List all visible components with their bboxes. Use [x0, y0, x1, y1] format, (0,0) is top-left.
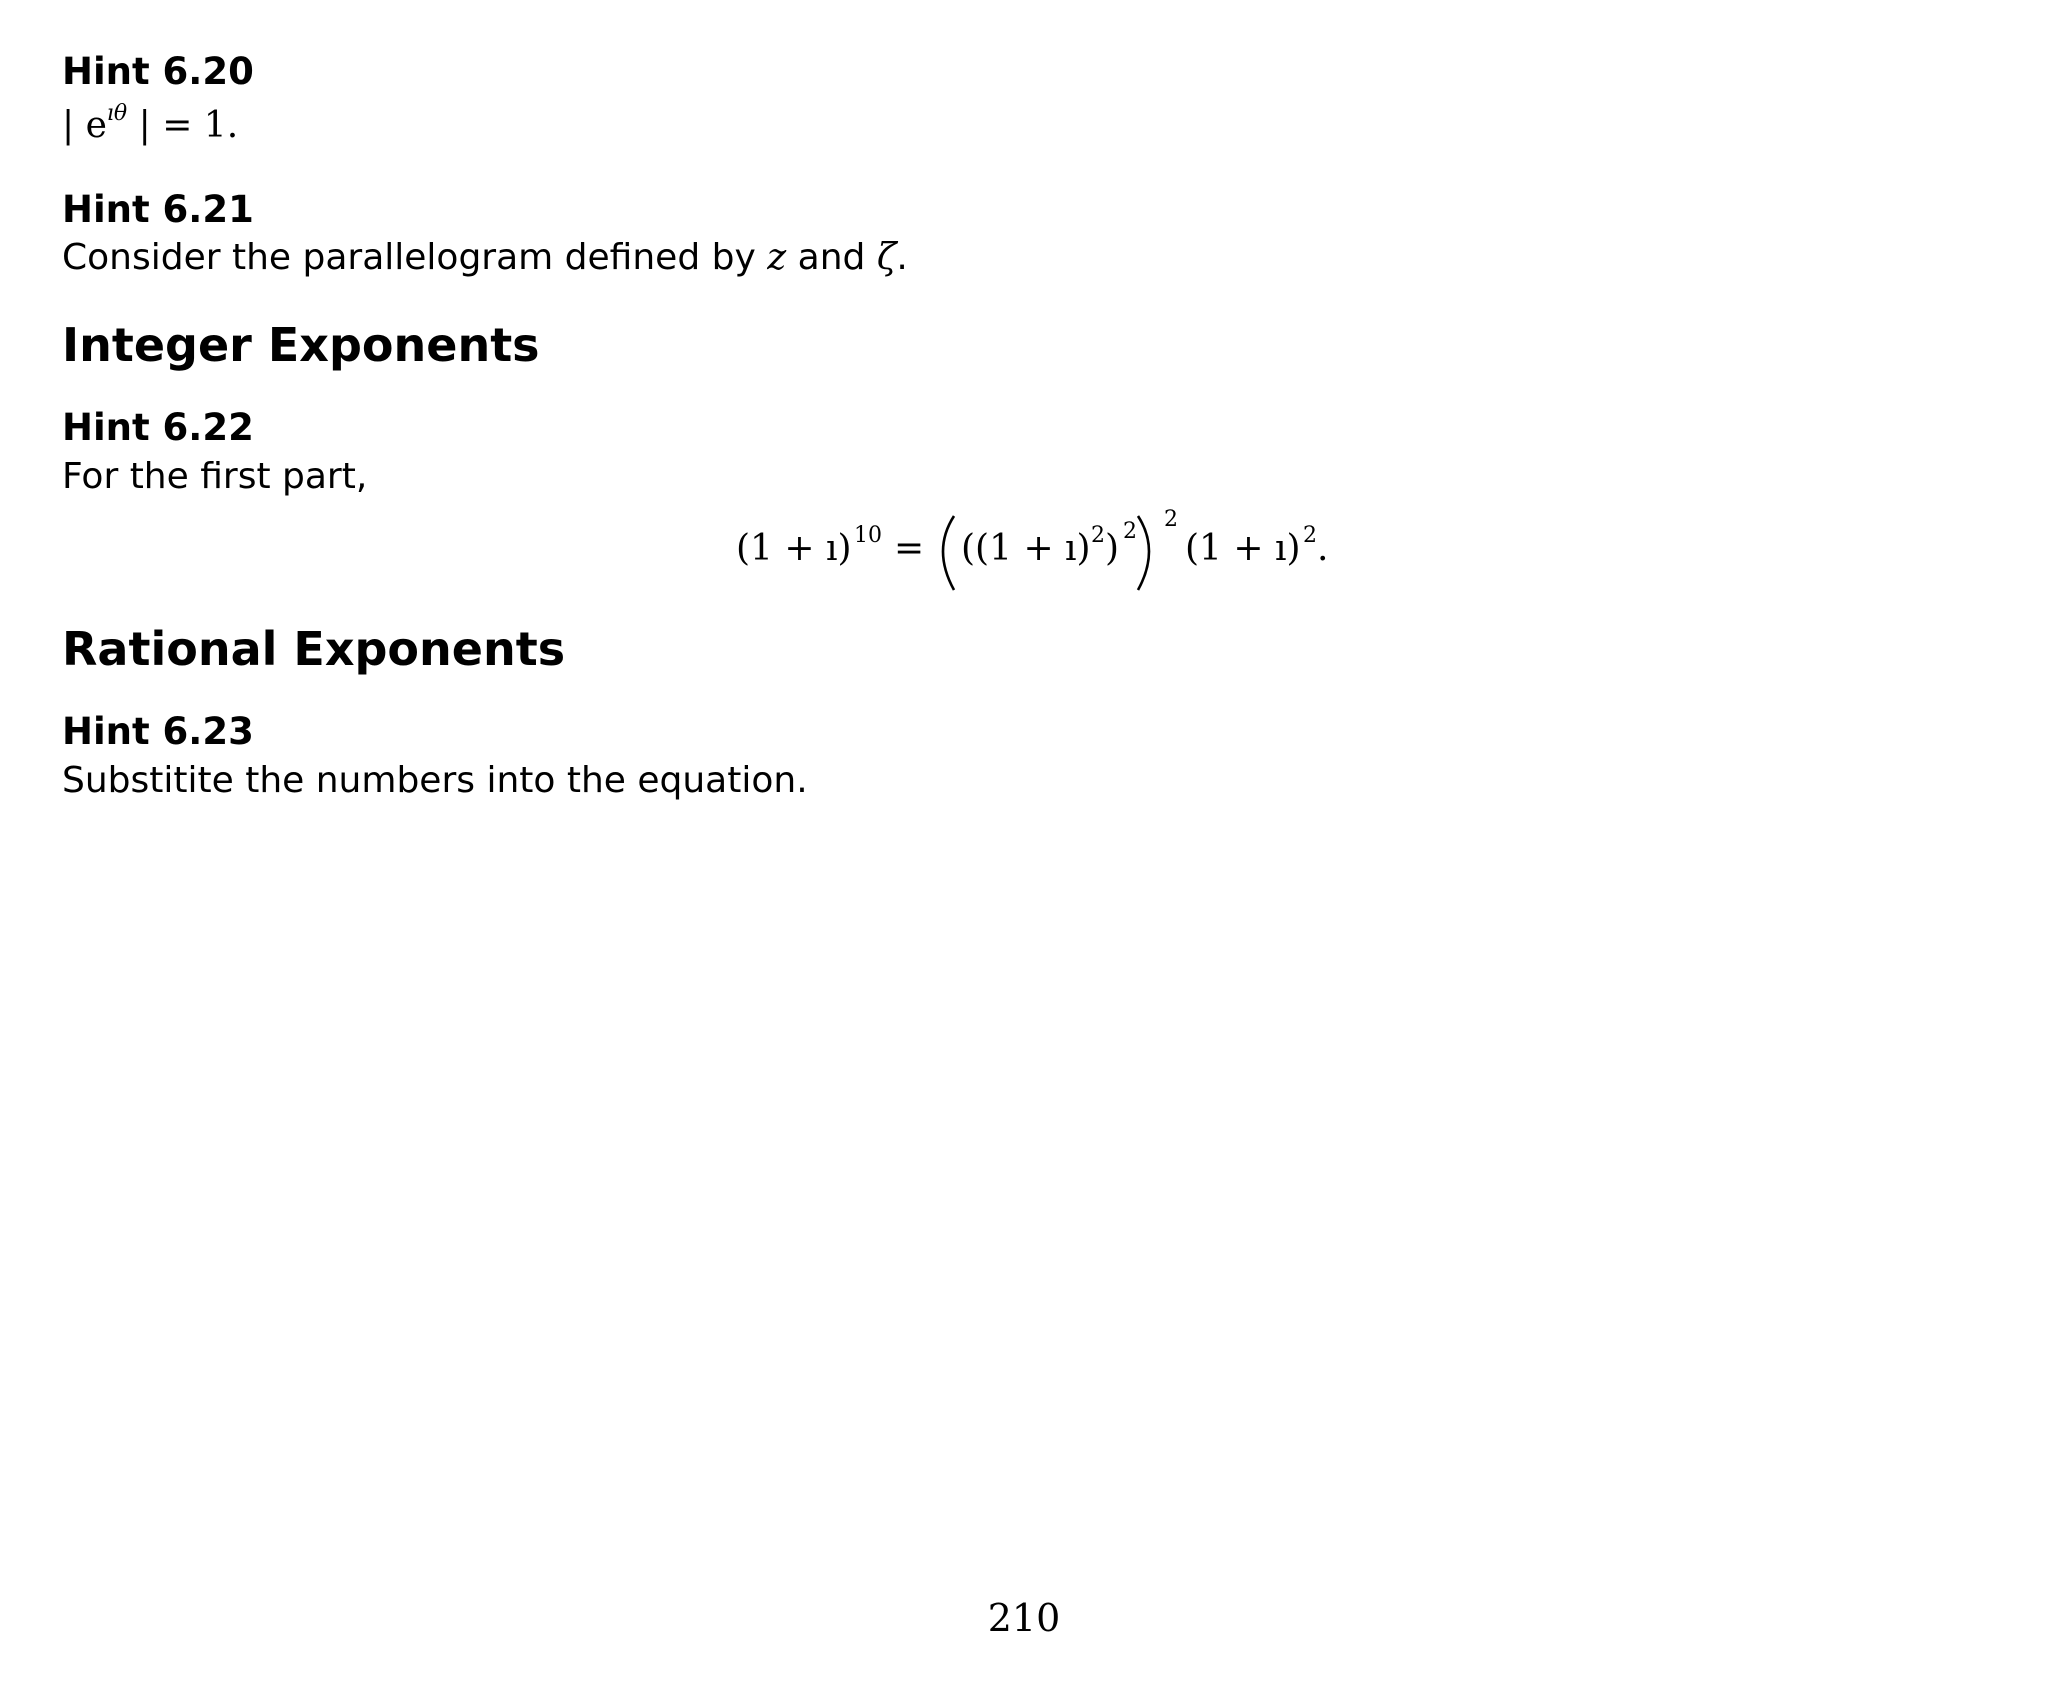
- eq-inner-close: ): [1105, 528, 1120, 569]
- math-variable: ζ: [876, 237, 897, 278]
- eq-tail-exp: 2: [1303, 523, 1317, 548]
- big-right-paren: [1138, 516, 1149, 590]
- hint-title: Hint 6.23: [62, 710, 254, 753]
- hint-body-equation: | $e^{ı\theta}$ | = 1.: [62, 101, 239, 146]
- big-left-paren: [943, 516, 954, 590]
- eq-lhs-exp: 10: [854, 523, 882, 548]
- hint-text: .: [896, 237, 908, 278]
- section-heading: Rational Exponents: [62, 622, 566, 676]
- hint-title: Hint 6.20: [62, 50, 254, 93]
- section-heading: Integer Exponents: [62, 318, 540, 372]
- hint-text: Consider the parallelogram defined by: [62, 237, 768, 278]
- hint-body: Substitite the numbers into the equation.: [62, 760, 808, 801]
- eq-inner-exp2: 2: [1123, 519, 1137, 544]
- eq-lhs-base: (1 + ı): [736, 528, 852, 569]
- hint-title: Hint 6.21: [62, 188, 254, 231]
- hint-body: For the first part,: [62, 456, 368, 497]
- equation-svg: [736, 508, 1336, 598]
- hint-text: and: [786, 237, 877, 278]
- eq-outer-exp: 2: [1164, 508, 1178, 532]
- eq-tail-base: (1 + ı): [1185, 528, 1301, 569]
- hint-body: [62, 236, 908, 280]
- eq-inner-exp1: 2: [1091, 523, 1105, 548]
- display-equation: [0, 508, 2048, 598]
- hint-title: Hint 6.22: [62, 406, 254, 449]
- eq-inner-base: ((1 + ı): [961, 528, 1091, 569]
- page-number: 210: [987, 1596, 1061, 1640]
- eq-equals: =: [894, 528, 925, 569]
- eq-tail-end: .: [1317, 528, 1329, 569]
- math-variable: z: [767, 237, 787, 278]
